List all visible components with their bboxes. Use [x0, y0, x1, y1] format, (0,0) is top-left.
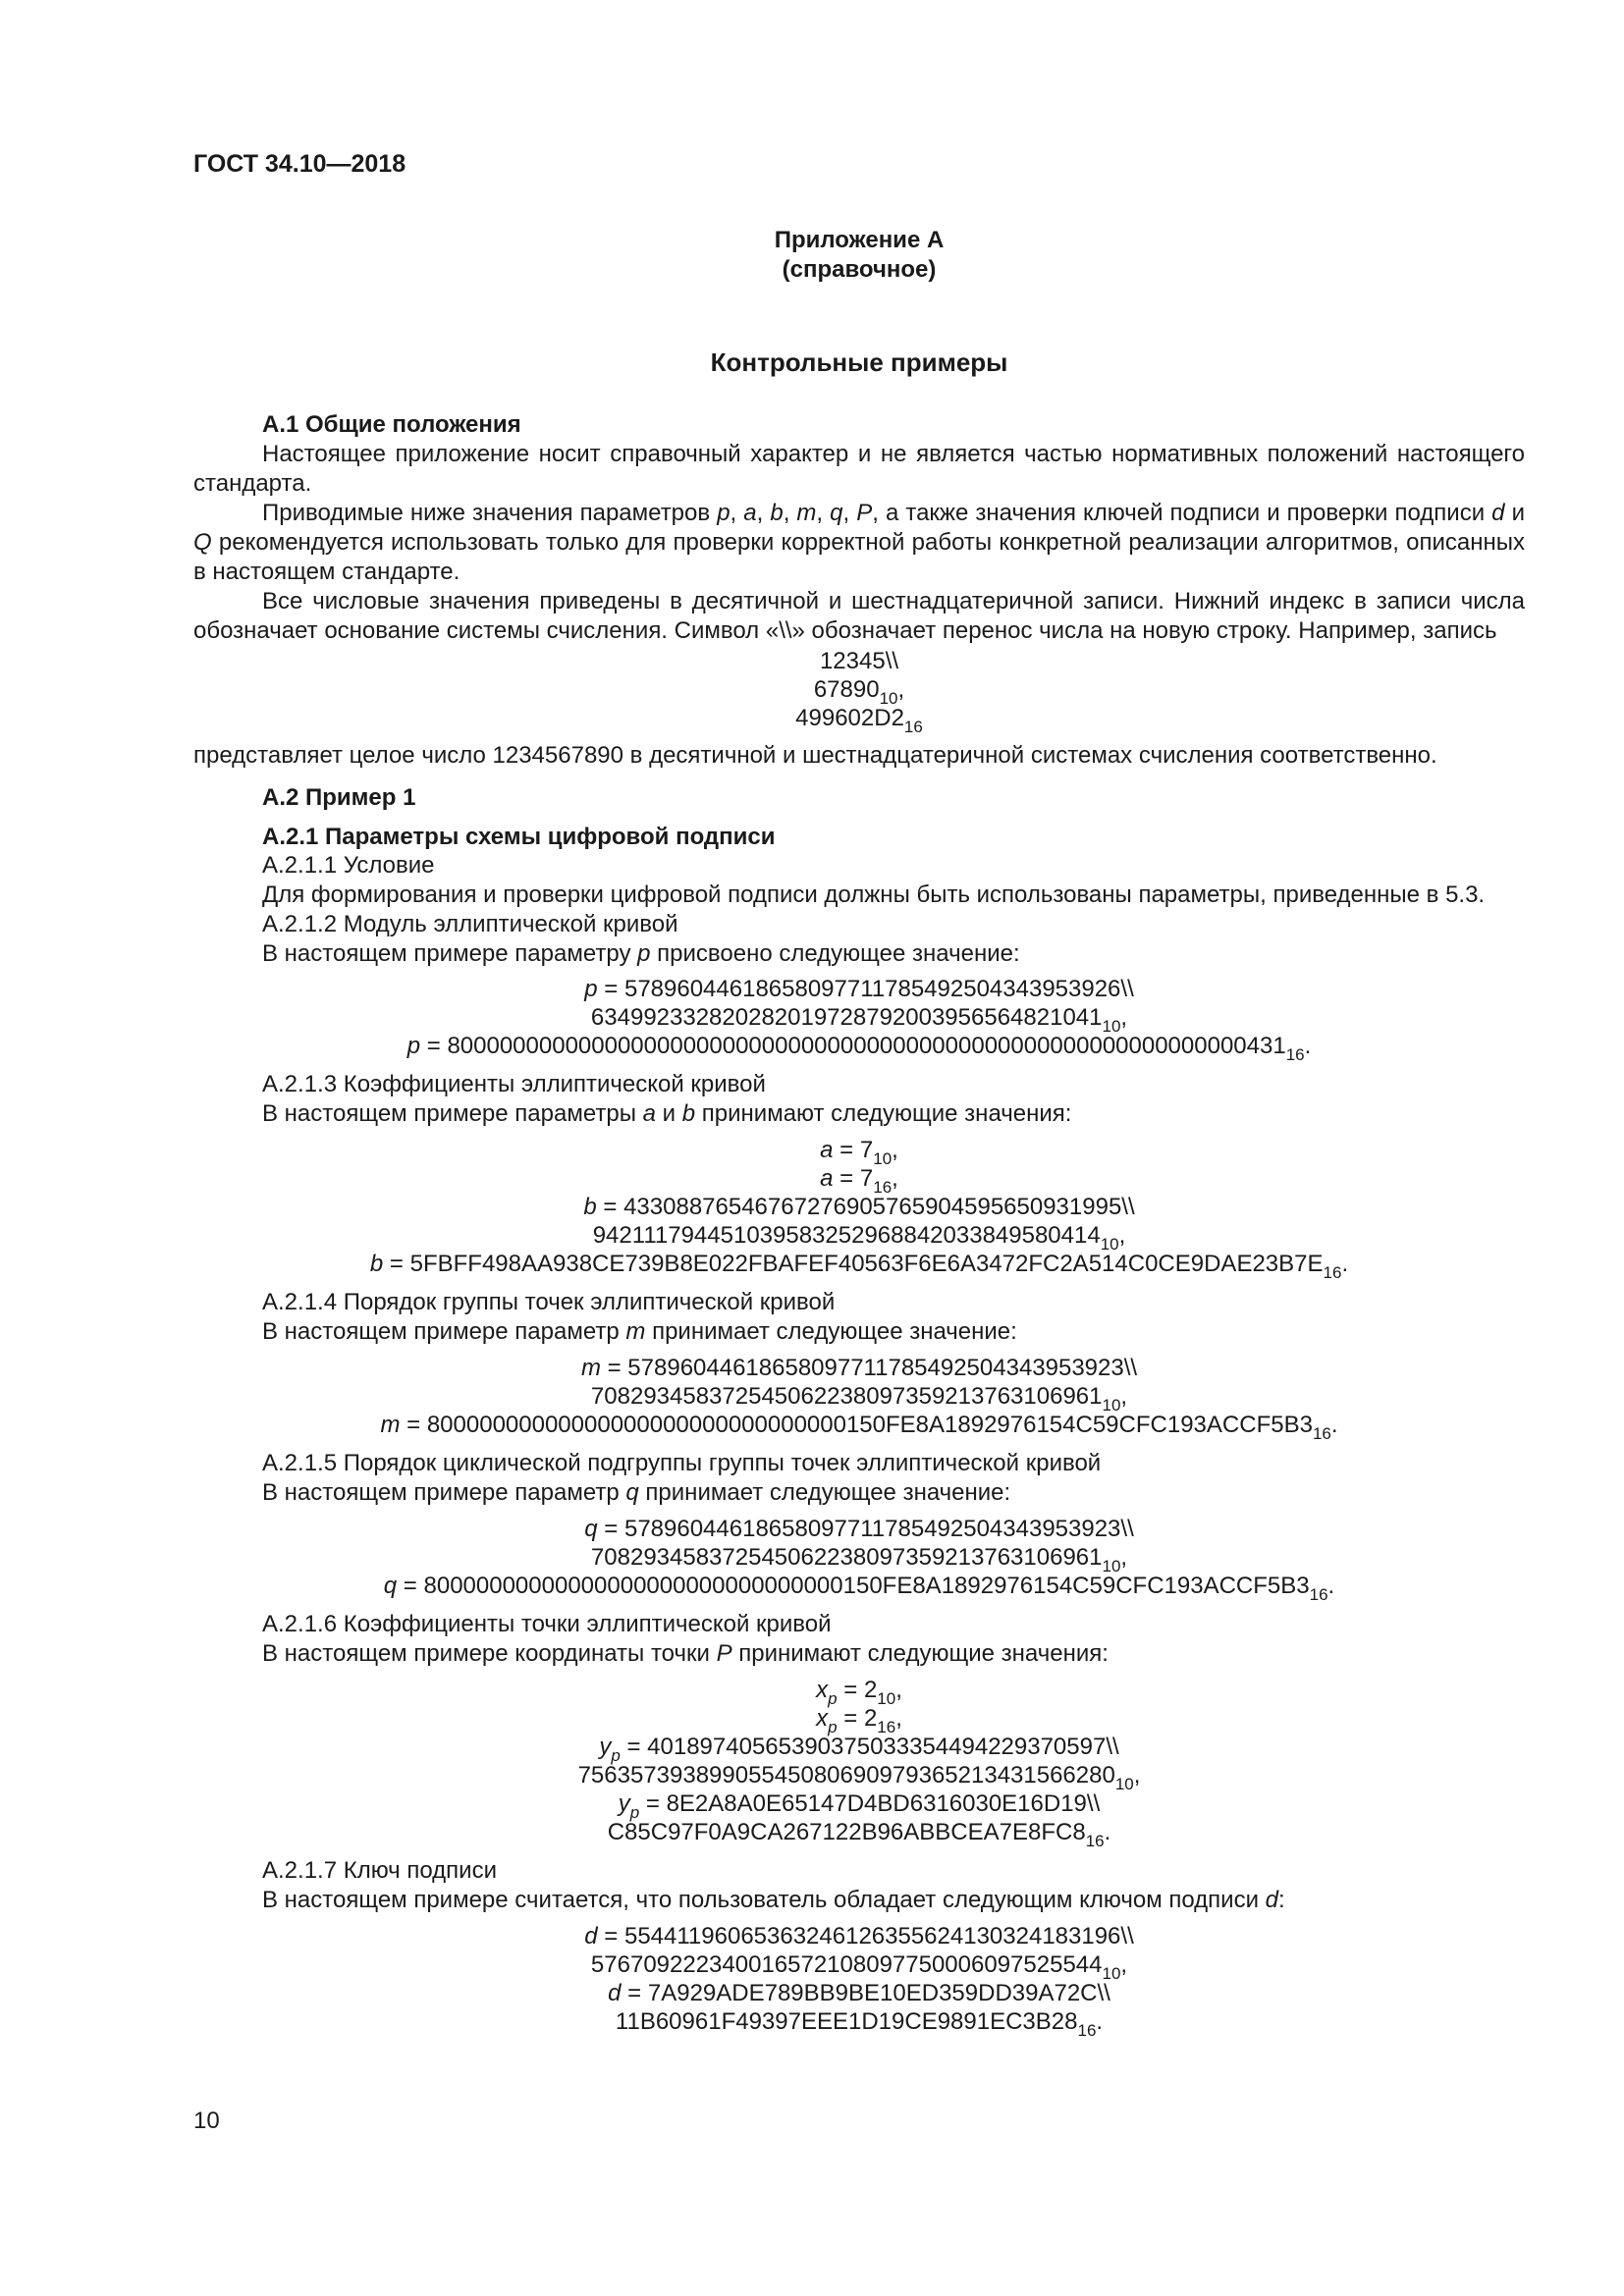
a-hex: $a = 7_{16}$,: [820, 1165, 898, 1197]
example-line-1: 12345\\: [819, 648, 899, 674]
a212-title: А.2.1.2 Модуль эллиптической кривой: [262, 911, 678, 937]
b-hex: $b = 5FBFF498AA938CE739B8E022FBAFEF40563F6E6A3472FC2A514C0CE9DAE23B7E_{16}$.: [369, 1251, 1349, 1282]
xp-decimal: $x_p = 2_{10}$,: [816, 1677, 902, 1708]
yp-decimal-line-1: $y_p$ = 40189740565390375033354494229370597\\: [599, 1734, 1119, 1765]
m-hex: $m = 80000000000000000000000000000000150FE8A1892976154C59CFC193ACCF5B3_{16}$.: [380, 1412, 1338, 1443]
b-decimal-line-2: $942111794451039583252968842033849580414_{10}$,: [592, 1222, 1126, 1254]
a-decimal: $a = 7_{10}$,: [820, 1137, 898, 1168]
section-a2-title: А.2 Пример 1: [262, 784, 416, 811]
document-code: ГОСТ 34.10—2018: [193, 150, 406, 178]
section-a1-title: А.1 Общие положения: [262, 411, 521, 438]
a211-title: А.2.1.1 Условие: [262, 852, 435, 879]
p-hex: $p = 8000000000000000000000000000000000000000000000000000000000000431_{16}$.: [406, 1033, 1312, 1064]
m-decimal-line-2: $708293458372545062238097359213763106961_{10}$,: [590, 1383, 1128, 1415]
a1-paragraph-2: Приводимые ниже значения параметров p, a, b, m, q, P, а также значения ключей подписи и проверки подписи d и Q рекомендуется использовать только для проверки корректной работы конкретной реализации алгоритмов, описанных в настоящем стандарте.: [193, 500, 1525, 585]
d-decimal-line-1: d = 55441196065363246126355624130324183196\\: [584, 1923, 1134, 1949]
q-hex: $q = 80000000000000000000000000000000150FE8A1892976154C59CFC193ACCF5B3_{16}$.: [383, 1573, 1335, 1604]
a215-text: В настоящем примере параметр q принимает следующее значение:: [262, 1479, 1011, 1506]
d-decimal-line-2: $576709222340016572108097750006097525544_{10}$,: [590, 1951, 1128, 1983]
a211-text: Для формирования и проверки цифровой подписи должны быть использованы параметры, приведенные в 5.3.: [262, 881, 1486, 908]
b-decimal-line-1: b = 43308876546767276905765904595650931995\\: [583, 1194, 1135, 1220]
xp-hex: $x_p = 2_{16}$,: [816, 1705, 902, 1736]
a1-paragraph-4: представляет целое число 1234567890 в десятичной и шестнадцатеричной системах счисления соответственно.: [193, 742, 1437, 769]
subsection-a21-title: А.2.1 Параметры схемы цифровой подписи: [262, 824, 776, 850]
a1-paragraph-3: Все числовые значения приведены в десятичной и шестнадцатеричной записи. Нижний индекс в записи числа обозначает основание системы счисления. Символ «\\» обозначает перенос числа на новую строку. Например, запись: [193, 588, 1525, 644]
a216-title: А.2.1.6 Коэффициенты точки эллиптической кривой: [262, 1611, 832, 1637]
a213-title: А.2.1.3 Коэффициенты эллиптической кривой: [262, 1071, 766, 1097]
appendix-title: Приложение А: [774, 227, 945, 253]
a217-title: А.2.1.7 Ключ подписи: [262, 1857, 497, 1884]
q-decimal-line-1: q = 57896044618658097711785492504343953923\\: [584, 1516, 1134, 1542]
yp-hex-line-2: $C85C97F0A9CA267122B96ABBCEA7E8FC8_{16}$.: [607, 1819, 1111, 1850]
yp-decimal-line-2: $75635739389905545080690979365213431566280_{10}$,: [577, 1762, 1141, 1793]
example-line-3: $499602D2_{16}$: [795, 705, 923, 736]
a217-text: В настоящем примере считается, что пользователь обладает следующим ключом подписи d:: [262, 1887, 1285, 1913]
yp-hex-line-1: $y_p$ = 8E2A8A0E65147D4BD6316030E16D19\\: [618, 1790, 1101, 1822]
q-decimal-line-2: $708293458372545062238097359213763106961_{10}$,: [590, 1544, 1128, 1575]
appendix-status: (справочное): [782, 256, 937, 283]
a214-text: В настоящем примере параметр m принимает следующее значение:: [262, 1318, 1017, 1345]
a215-title: А.2.1.5 Порядок циклической подгруппы группы точек эллиптической кривой: [262, 1450, 1102, 1476]
main-title: Контрольные примеры: [710, 347, 1008, 377]
a1-paragraph-1: Настоящее приложение носит справочный характер и не является частью нормативных положений настоящего стандарта.: [193, 441, 1525, 497]
d-hex-line-2: $11B60961F49397EEE1D19CE9891EC3B28_{16}$.: [615, 2008, 1104, 2040]
a212-text: В настоящем примере параметру p присвоено следующее значение:: [262, 940, 1020, 967]
a213-text: В настоящем примере параметры a и b принимают следующие значения:: [262, 1100, 1072, 1127]
p-decimal-line-1: p = 57896044618658097711785492504343953926\\: [584, 976, 1134, 1002]
m-decimal-line-1: m = 57896044618658097711785492504343953923\\: [580, 1355, 1138, 1381]
example-line-2: $67890_{10}$,: [813, 676, 905, 708]
a214-title: А.2.1.4 Порядок группы точек эллиптической кривой: [262, 1289, 836, 1315]
page-number: 10: [193, 2108, 220, 2134]
d-hex-line-1: d = 7A929ADE789BB9BE10ED359DD39A72C\\: [608, 1980, 1110, 2006]
p-decimal-line-2: $634992332820282019728792003956564821041_{10}$,: [590, 1004, 1128, 1036]
a216-text: В настоящем примере координаты точки P принимают следующие значения:: [262, 1640, 1109, 1667]
